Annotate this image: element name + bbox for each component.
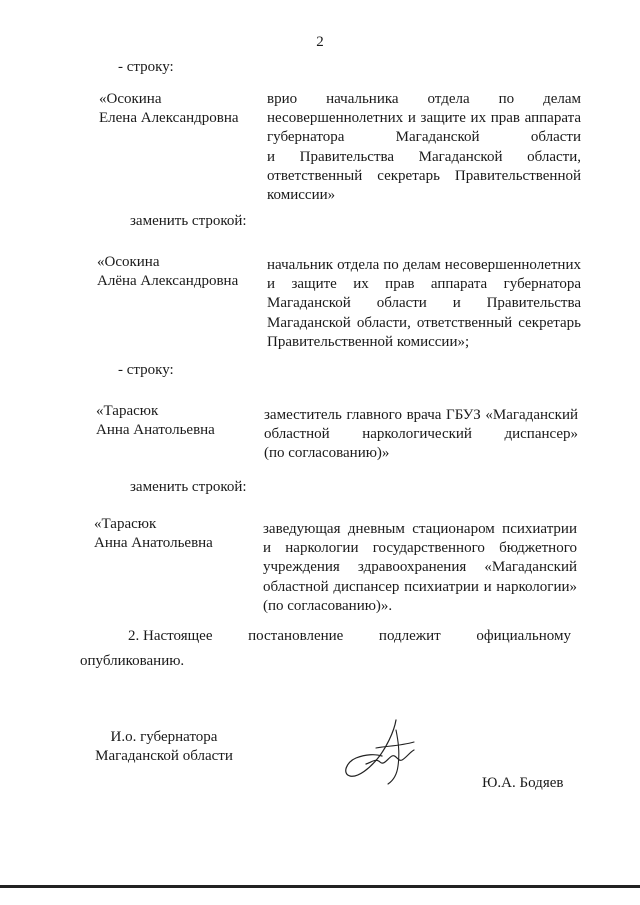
signatory-name: Ю.А. Бодяев <box>482 775 564 791</box>
instruction-replace-line: - строку: <box>118 59 174 75</box>
person-name: «Осокина Алёна Александровна <box>97 254 239 289</box>
paragraph-2-line-2: опубликованию. <box>80 653 185 669</box>
person-name: «Тарасюк Анна Анатольевна <box>94 516 213 551</box>
position-description: врио начальника отдела по делам несовершеннолетних и защите их прав аппарата губернатора Магаданской области и Правительства Магаданской области, ответственный секретарь Правительственной комиссии» <box>267 91 581 204</box>
page-bottom-rule <box>0 885 640 888</box>
instruction-replace-with: заменить строкой: <box>130 213 247 229</box>
signatory-position: И.о. губернатора Магаданской области <box>95 729 233 764</box>
instruction-replace-with: заменить строкой: <box>130 479 247 495</box>
person-name: «Тарасюк Анна Анатольевна <box>96 403 215 438</box>
word: постановление <box>248 628 344 644</box>
word: официальному <box>476 628 571 644</box>
person-name: «Осокина Елена Александровна <box>99 91 239 126</box>
paragraph-2-line-1 <box>128 626 571 646</box>
instruction-replace-line: - строку: <box>118 362 174 378</box>
word: подлежит <box>378 628 441 644</box>
position-description: заместитель главного врача ГБУЗ «Магаданский областной наркологический диспансер» (по согласованию)» <box>264 407 578 462</box>
word: 2. Настоящее <box>128 628 213 644</box>
handwritten-signature <box>336 718 426 788</box>
page-number: 2 <box>316 34 324 50</box>
position-description: начальник отдела по делам несовершеннолетних и защите их прав аппарата губернатора Магаданской области и Правительства Магаданской области, ответственный секретарь Правительственной комиссии»; <box>267 257 581 350</box>
position-description: заведующая дневным стационаром психиатрии и наркологии государственного бюджетного учреждения здравоохранения «Магаданский областной диспансер психиатрии и наркологии» (по согласованию)». <box>263 521 577 614</box>
